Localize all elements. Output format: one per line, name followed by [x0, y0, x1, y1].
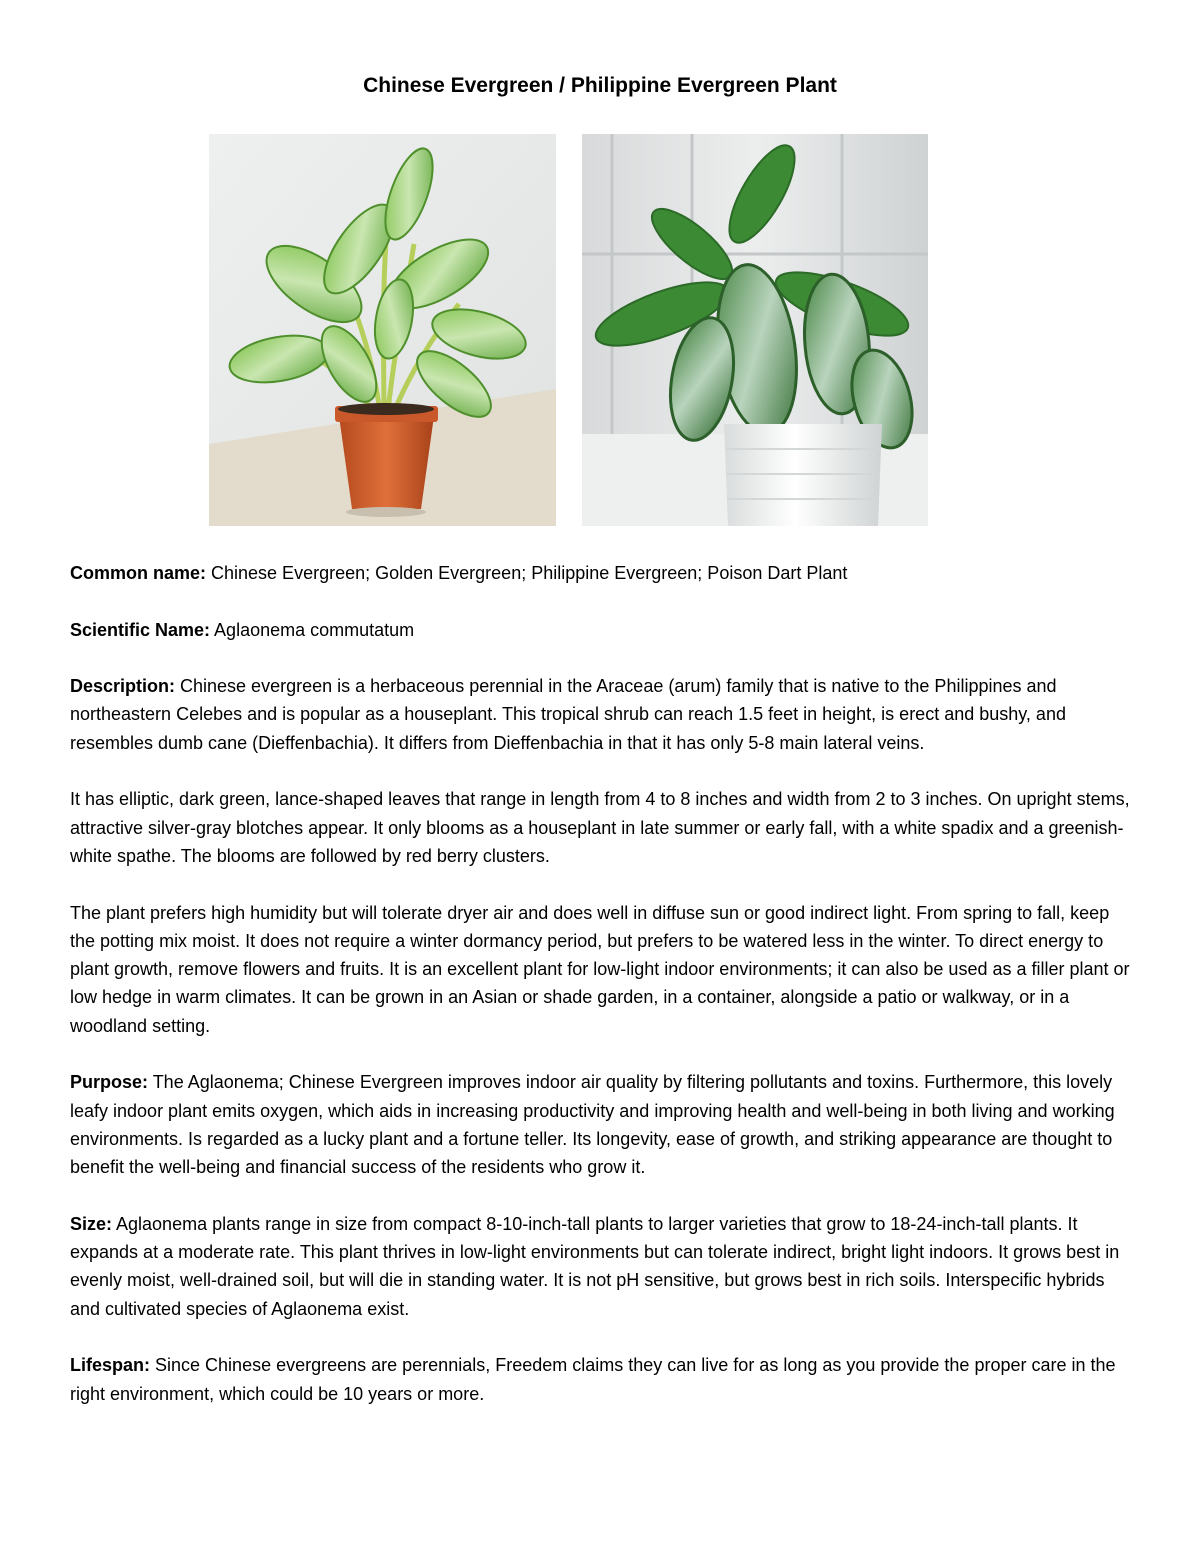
plant-white-pot-image: [582, 134, 928, 526]
scientific-name-label: Scientific Name:: [70, 619, 211, 640]
purpose-paragraph: [70, 1068, 1135, 1181]
document-body: [70, 559, 1135, 1436]
size-label: Size:: [70, 1213, 113, 1234]
description-paragraph-2: It has elliptic, dark green, lance-shaped leaves that range in length from 4 to 8 inches and width from 2 to 3 inches. On upright stems, attractive silver-gray blotches appear. It only blooms as a houseplant in late summer or early fall, with a white spadix and a greenish-white spathe. The blooms are followed by red berry clusters.: [70, 789, 1130, 866]
plant-photo-terracotta-pot: [209, 134, 556, 526]
plant-terracotta-image: [209, 134, 556, 526]
description-text: Chinese evergreen is a herbaceous perennial in the Araceae (arum) family that is native to the Philippines and northeastern Celebes and is popular as a houseplant. This tropical shrub can reach 1.5 feet in height, is erect and bushy, and resembles dumb cane (Dieffenbachia). It differs from Dieffenbachia in that it has only 5-8 main lateral veins.: [70, 676, 1066, 753]
scientific-name-paragraph: [70, 616, 1135, 644]
size-paragraph: [70, 1210, 1135, 1323]
description-paragraph-3: The plant prefers high humidity but will tolerate dryer air and does well in diffuse sun or good indirect light. From spring to fall, keep the potting mix moist. It does not require a winter dormancy period, but prefers to be watered less in the winter. To direct energy to plant growth, remove flowers and fruits. It is an excellent plant for low-light indoor environments; it can also be used as a filler plant or low hedge in warm climates. It can be grown in an Asian or shade garden, in a container, alongside a patio or walkway, or in a woodland setting.: [70, 902, 1130, 1036]
size-text: Aglaonema plants range in size from compact 8-10-inch-tall plants to larger varieties that grow to 18-24-inch-tall plants. It expands at a moderate rate. This plant thrives in low-light environments but can tolerate indirect, bright light indoors. It grows best in evenly moist, well-drained soil, but will die in standing water. It is not pH sensitive, but grows best in rich soils. Interspecific hybrids and cultivated species of Aglaonema exist.: [70, 1213, 1120, 1319]
lifespan-label: Lifespan:: [70, 1355, 151, 1376]
common-name-label: Common name:: [70, 563, 207, 583]
common-name-paragraph: [70, 559, 1135, 587]
purpose-label: Purpose:: [70, 1072, 149, 1093]
purpose-text: The Aglaonema; Chinese Evergreen improves indoor air quality by filtering pollutants and toxins. Furthermore, this lovely leafy indoor plant emits oxygen, which aids in increasing productivity and improving health and well-being in both living and working environments. Is regarded as a lucky plant and a fortune teller. Its longevity, ease of growth, and striking appearance are thought to benefit the well-being and financial success of the residents who grow it.: [70, 1072, 1115, 1178]
description-paragraph: [70, 672, 1135, 757]
document-title: Chinese Evergreen / Philippine Evergreen Plant: [363, 74, 837, 97]
lifespan-paragraph: [70, 1351, 1135, 1408]
common-name-text: Chinese Evergreen; Golden Evergreen; Philippine Evergreen; Poison Dart Plant: [206, 563, 848, 583]
plant-photo-white-pot: [582, 134, 928, 526]
lifespan-text: Since Chinese evergreens are perennials, Freedem claims they can live for as long as you provide the proper care in the right environment, which could be 10 years or more.: [70, 1355, 1116, 1404]
description-label: Description:: [70, 676, 176, 697]
scientific-name-text: Aglaonema commutatum: [210, 619, 415, 640]
